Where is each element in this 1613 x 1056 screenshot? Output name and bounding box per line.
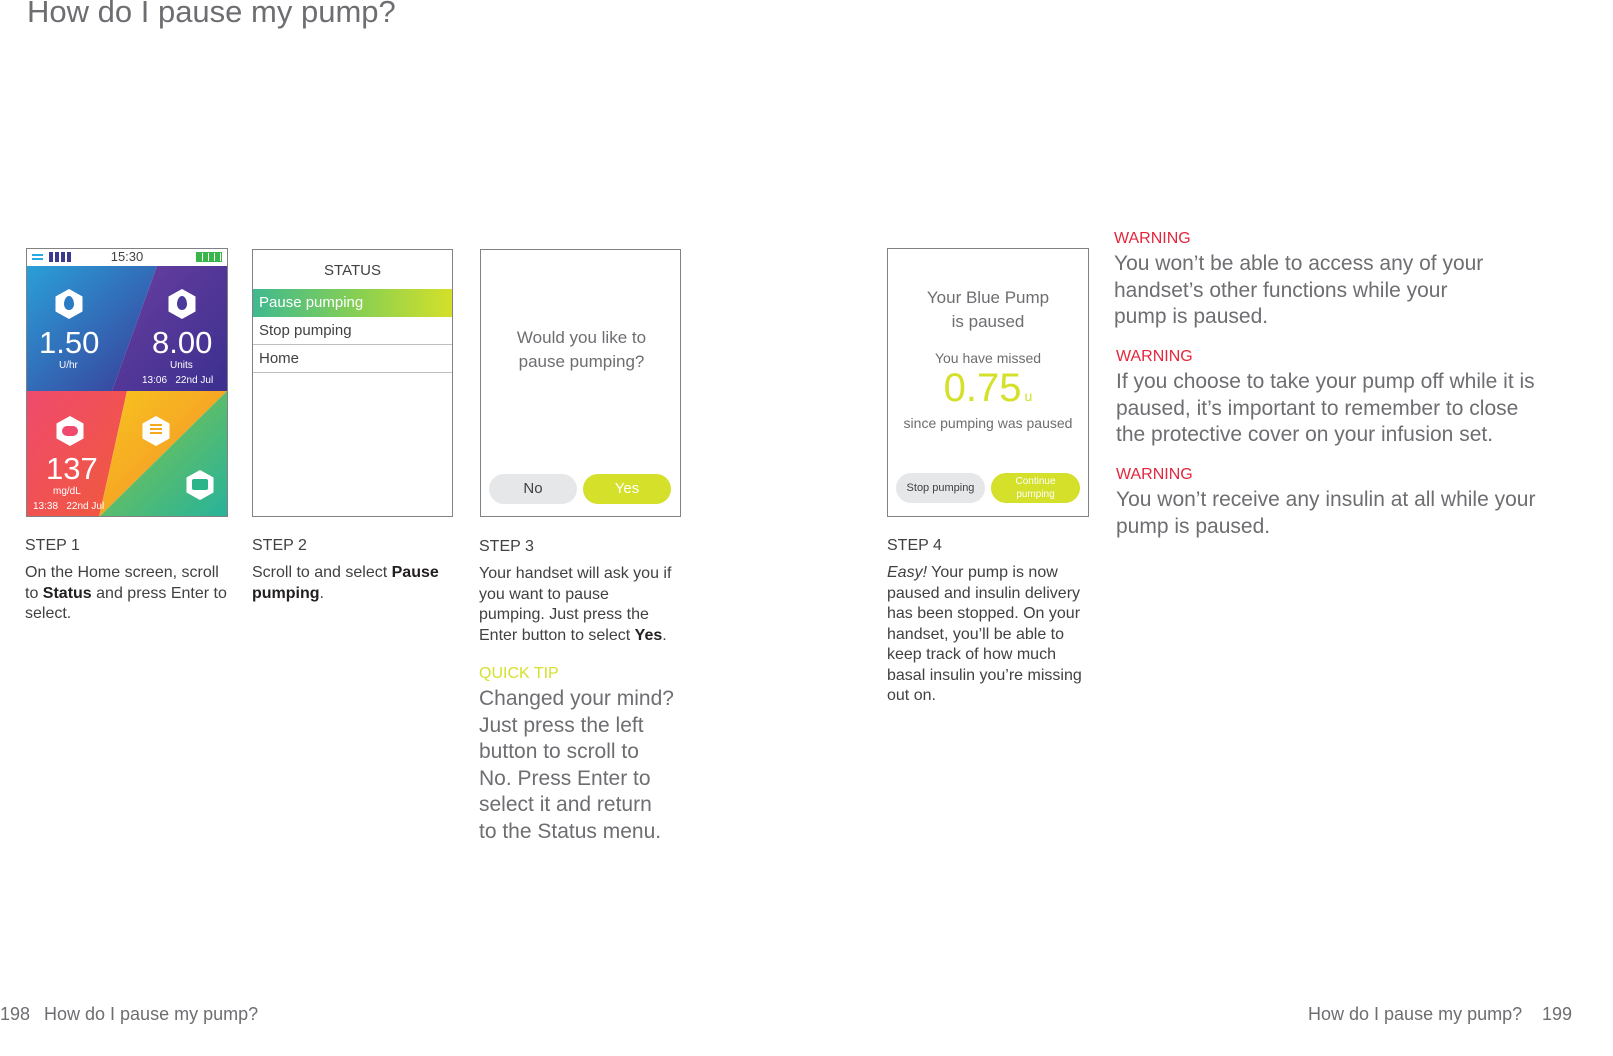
- paused-heading-line1: Your Blue Pump: [926, 288, 1050, 307]
- step2-text-bold: Pause pumping: [252, 564, 439, 602]
- bolus-value: 8.00: [152, 325, 213, 360]
- footer-right-title: How do I pause my pump?: [1308, 1004, 1523, 1024]
- yes-button: Yes: [583, 474, 671, 504]
- step1-label: STEP 1: [25, 537, 80, 554]
- menu-header: STATUS: [324, 262, 381, 279]
- bolus-unit: Units: [170, 360, 193, 371]
- menu-item-pause-pumping: Pause pumping: [253, 289, 452, 317]
- paused-heading-line2: is paused: [951, 312, 1025, 331]
- since-label: since pumping was paused: [903, 415, 1073, 431]
- step1-text-b: and press Enter to select.: [25, 584, 227, 622]
- step1-text-bold: Status: [42, 584, 92, 602]
- missed-value: 0.75: [943, 366, 1022, 410]
- warning-text: You won’t be able to access any of your handset’s other functions while your pump is paused.: [1114, 252, 1484, 328]
- warning-label: WARNING: [1116, 348, 1193, 365]
- glucose-value: 137: [46, 451, 98, 486]
- missed-amount: [888, 366, 1088, 411]
- continue-pumping-button: Continue pumping: [991, 473, 1080, 503]
- step3-text-b: .: [662, 626, 667, 644]
- step4-text: [887, 563, 1097, 707]
- step3-text: [479, 564, 679, 646]
- step2-text-a: Scroll to and select: [252, 564, 392, 581]
- step1-text-a: On the Home screen, scroll to: [25, 564, 219, 602]
- home-screen-illustration: [26, 248, 228, 517]
- step2-text: [252, 563, 457, 604]
- warning-label: WARNING: [1116, 466, 1193, 483]
- step3-text-a: Your handset will ask you if you want to pause pumping. Just press the Enter button to select: [479, 565, 672, 644]
- bolus-time: 13:06 22nd Jul: [142, 375, 214, 386]
- stop-pumping-button: Stop pumping: [896, 473, 985, 503]
- battery-icon: [196, 252, 222, 262]
- drop-glyph: [177, 296, 187, 310]
- page-title: How do I pause my pump?: [27, 0, 396, 29]
- drop-glyph: [64, 296, 74, 310]
- glucose-glyph: [62, 426, 78, 436]
- footer-right-page-number: 199: [1542, 1004, 1573, 1024]
- clock: 15:30: [110, 249, 144, 264]
- footer-left-page-number: 198: [0, 1004, 31, 1024]
- missed-unit: u: [1024, 388, 1033, 404]
- glucose-unit: mg/dL: [53, 486, 81, 497]
- no-button: No: [489, 474, 577, 504]
- missed-label: You have missed: [934, 350, 1042, 366]
- quick-tip-label: QUICK TIP: [479, 665, 559, 682]
- basal-unit: U/hr: [59, 360, 78, 371]
- warning-label: WARNING: [1114, 230, 1191, 247]
- step4-text-italic: Easy!: [887, 564, 928, 581]
- footer-left-title: How do I pause my pump?: [44, 1004, 259, 1024]
- glucose-time: 13:38 22nd Jul: [33, 501, 105, 512]
- step1-text: [25, 563, 235, 625]
- warning-text: You won’t receive any insulin at all while your pump is paused.: [1116, 488, 1536, 538]
- paused-screen-illustration: [887, 248, 1089, 517]
- pause-question: Would you like to pause pumping?: [516, 328, 647, 371]
- menu-item-stop-pumping: Stop pumping: [253, 317, 452, 345]
- basal-value: 1.50: [39, 325, 100, 360]
- step3-text-bold: Yes: [634, 626, 663, 644]
- status-menu-illustration: [252, 249, 453, 517]
- step2-label: STEP 2: [252, 537, 307, 554]
- status-bar: [27, 249, 227, 266]
- warning-text: If you choose to take your pump off while it is paused, it’s important to remember to close the protective cover on your infusion set.: [1116, 370, 1535, 446]
- pause-confirm-illustration: [480, 249, 681, 517]
- screen-glyph: [192, 479, 208, 490]
- step2-text-b: .: [319, 584, 324, 602]
- step4-text-rest: Your pump is now paused and insulin delivery has been stopped. On your handset, you’ll be able to keep track of how much basal insulin you’re missing out on.: [887, 564, 1082, 704]
- quick-tip-text: Changed your mind? Just press the left button to scroll to No. Press Enter to select it and return to the Status menu.: [479, 687, 674, 843]
- step3-label: STEP 3: [479, 538, 534, 555]
- menu-glyph: [150, 424, 162, 426]
- step4-label: STEP 4: [887, 537, 942, 554]
- menu-item-home: Home: [253, 345, 452, 373]
- paused-heading: [888, 286, 1088, 334]
